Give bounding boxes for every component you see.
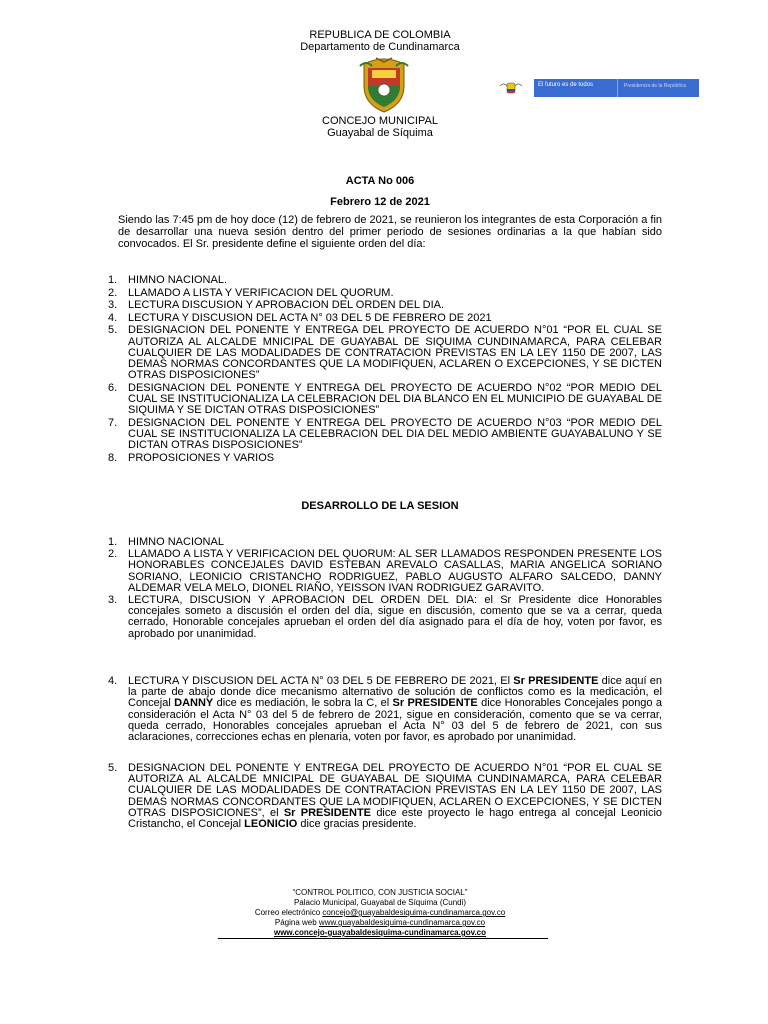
header-concejo: CONCEJO MUNICIPAL [322, 115, 438, 127]
acta-title: ACTA No 006 [345, 175, 415, 187]
government-banner [488, 79, 699, 97]
footer-web-line: Página web www.guayabaldesiquima-cundinamarca.gov.co [274, 918, 486, 927]
banner-slogan: El futuro es de todos [534, 79, 617, 97]
session-list [108, 676, 662, 743]
coat-of-arms-icon [488, 79, 534, 97]
header-country: REPUBLICA DE COLOMBIA [309, 29, 451, 41]
footer-web-link-2[interactable]: www.concejo-guayabaldesiquima-cundinamarca.gov.co [273, 928, 487, 937]
acta-date: Febrero 12 de 2021 [330, 196, 430, 208]
agenda-item: 4. LECTURA Y DISCUSION DEL ACTA N° 03 DEL 5 DE FEBRERO DE 2021 [108, 311, 492, 324]
footer-email-link[interactable]: concejo@guayabaldesiquima-cundinamarca.gov.co [322, 908, 506, 917]
agenda-item: 2. LLAMADO A LISTA Y VERIFICACION DEL QUORUM. [108, 286, 394, 299]
header-department: Departamento de Cundinamarca [300, 41, 460, 53]
agenda-list [108, 275, 662, 465]
agenda-item: 1. HIMNO NACIONAL. [108, 274, 228, 286]
agenda-item: 6. DESIGNACION DEL PONENTE Y ENTREGA DEL PROYECTO DE ACUERDO N°02 “POR MEDIO DEL CUAL SE INSTITUCIONALIZA LA CELEBRACION DEL DIA BLANCO EN EL MUNICIPIO DE GUAYABAL DE SIQUIMA Y SE DICTAN OTRAS DISPOSICIONES” [108, 381, 662, 417]
session-item: 2. LLAMADO A LISTA Y VERIFICACION DEL QUORUM: AL SER LLAMADOS RESPONDEN PRESENTE LOS HONORABLES CONCEJALES DAVID ESTEBAN AREVALO CASALLAS, MARIA ANGELICA SORIANO SORIANO, LEONICIO CRISTANCHO RODRIGUEZ, PABLO AUGUSTO ALFARO SALCEDO, DANNY ALDEMAR VELA MELO, DIONEL RIAÑO, YEISSON IVAN RODRIGUEZ GARAVITO. [108, 548, 662, 594]
footer-address: Palacio Municipal, Guayabal de Síquima (Cundi) [293, 898, 467, 907]
intro-paragraph: Siendo las 7:45 pm de hoy doce (12) de febrero de 2021, se reunieron los integrantes de esta Corporación a fin de desarrollar una nueva sesión dentro del primer periodo de sesiones ordinarias a la que habían sido convocados. El Sr. presidente define el siguiente orden del día: [118, 214, 662, 250]
footer-email-line: Correo electrónico concejo@guayabaldesiquima-cundinamarca.gov.co [254, 908, 506, 917]
session-development-title: DESARROLLO DE LA SESION [301, 500, 459, 512]
session-item: 4. LECTURA Y DISCUSION DEL ACTA N° 03 DEL 5 DE FEBRERO DE 2021, El Sr PRESIDENTE dice aquí en la parte de abajo donde dice mecanismo alternativo de solución de conflictos como es la medicación, el Concejal DANNY dice es mediación, le sobra la C, el Sr PRESIDENTE dice Honorables Concejales pongo a consideración el Acta N° 03 del 5 de febrero de 2021, sigue en consideración, comento que se va cerrar, queda cerrado, Honorables concejales aprueban el Acta N° 03 del 5 de febrero de 2021, con sus aclaraciones, correcciones echas en plenaria, voten por favor, es aprobado por unanimidad. [108, 675, 663, 744]
session-item: 3. LECTURA, DISCUSION Y APROBACION DEL ORDEN DEL DIA: el Sr Presidente dice Honorables concejales someto a discusión el orden del día, sigue en discusión, comento que se va a cerrar, queda cerrado, Honorable concejales aprueban el orden del día asignado para el día de hoy, voten por favor, es aprobado por unanimidad. [108, 594, 662, 640]
footer-web-link[interactable]: www.guayabaldesiquima-cundinamarca.gov.co [318, 918, 486, 927]
agenda-item: 5. DESIGNACION DEL PONENTE Y ENTREGA DEL PROYECTO DE ACUERDO N°01 “POR EL CUAL SE AUTORIZA AL ALCALDE MNICIPAL DE GUAYABAL DE SIQUIMA CUNDINAMARCA, PARA CELEBAR CUALQUIER DE LAS MODALIDADES DE CONTRATACION PREVISTAS EN LA LEY 1150 DE 2007, LAS DEMAS NORMAS CONCORDANTES QUE LA MODIFIQUEN, ACLAREN O EXCEPCIONES, Y SE DICTEN OTRAS DISPOSICIONES” [108, 324, 662, 382]
agenda-item: 3. LECTURA DISCUSION Y APROBACION DEL ORDEN DEL DIA. [108, 299, 445, 312]
header-municipio: Guayabal de Síquima [327, 127, 433, 139]
footer-slogan: “CONTROL POLITICO, CON JUSTICIA SOCIAL” [292, 888, 468, 897]
agenda-item: 8. PROPOSICIONES Y VARIOS [108, 451, 275, 464]
municipal-shield-logo [358, 56, 410, 114]
session-item: 1. HIMNO NACIONAL [108, 536, 224, 548]
session-list [108, 763, 662, 830]
session-list [108, 537, 662, 641]
banner-presidency: Presidencia de la República [617, 79, 699, 97]
session-item: 5. DESIGNACION DEL PONENTE Y ENTREGA DEL PROYECTO DE ACUERDO N°01 “POR EL CUAL SE AUTORIZA AL ALCALDE MNICIPAL DE GUAYABAL DE SIQUIMA CUNDINAMARCA, PARA CELEBAR CUALQUIER DE LAS MODALIDADES DE CONTRATACION PREVISTAS EN LA LEY 1150 DE 2007, LAS DEMAS NORMAS CONCORDANTES QUE LA MODIFIQUEN, ACLAREN O EXCEPCIONES, Y SE DICTEN OTRAS DISPOSICIONES”, el Sr PRESIDENTE dice este proyecto le hago entrega al concejal Leonicio Cristancho, el Concejal LEONICIO dice gracias presidente. [108, 762, 662, 831]
footer-divider [218, 938, 548, 939]
agenda-item: 7. DESIGNACION DEL PONENTE Y ENTREGA DEL PROYECTO DE ACUERDO N°03 “POR MEDIO DEL CUAL SE INSTITUCIONALIZA LA CELEBRACION DEL DIA DEL MEDIO AMBIENTE GUAYABALUNO Y SE DICTAN OTRAS DISPOSICIONES” [108, 416, 662, 452]
